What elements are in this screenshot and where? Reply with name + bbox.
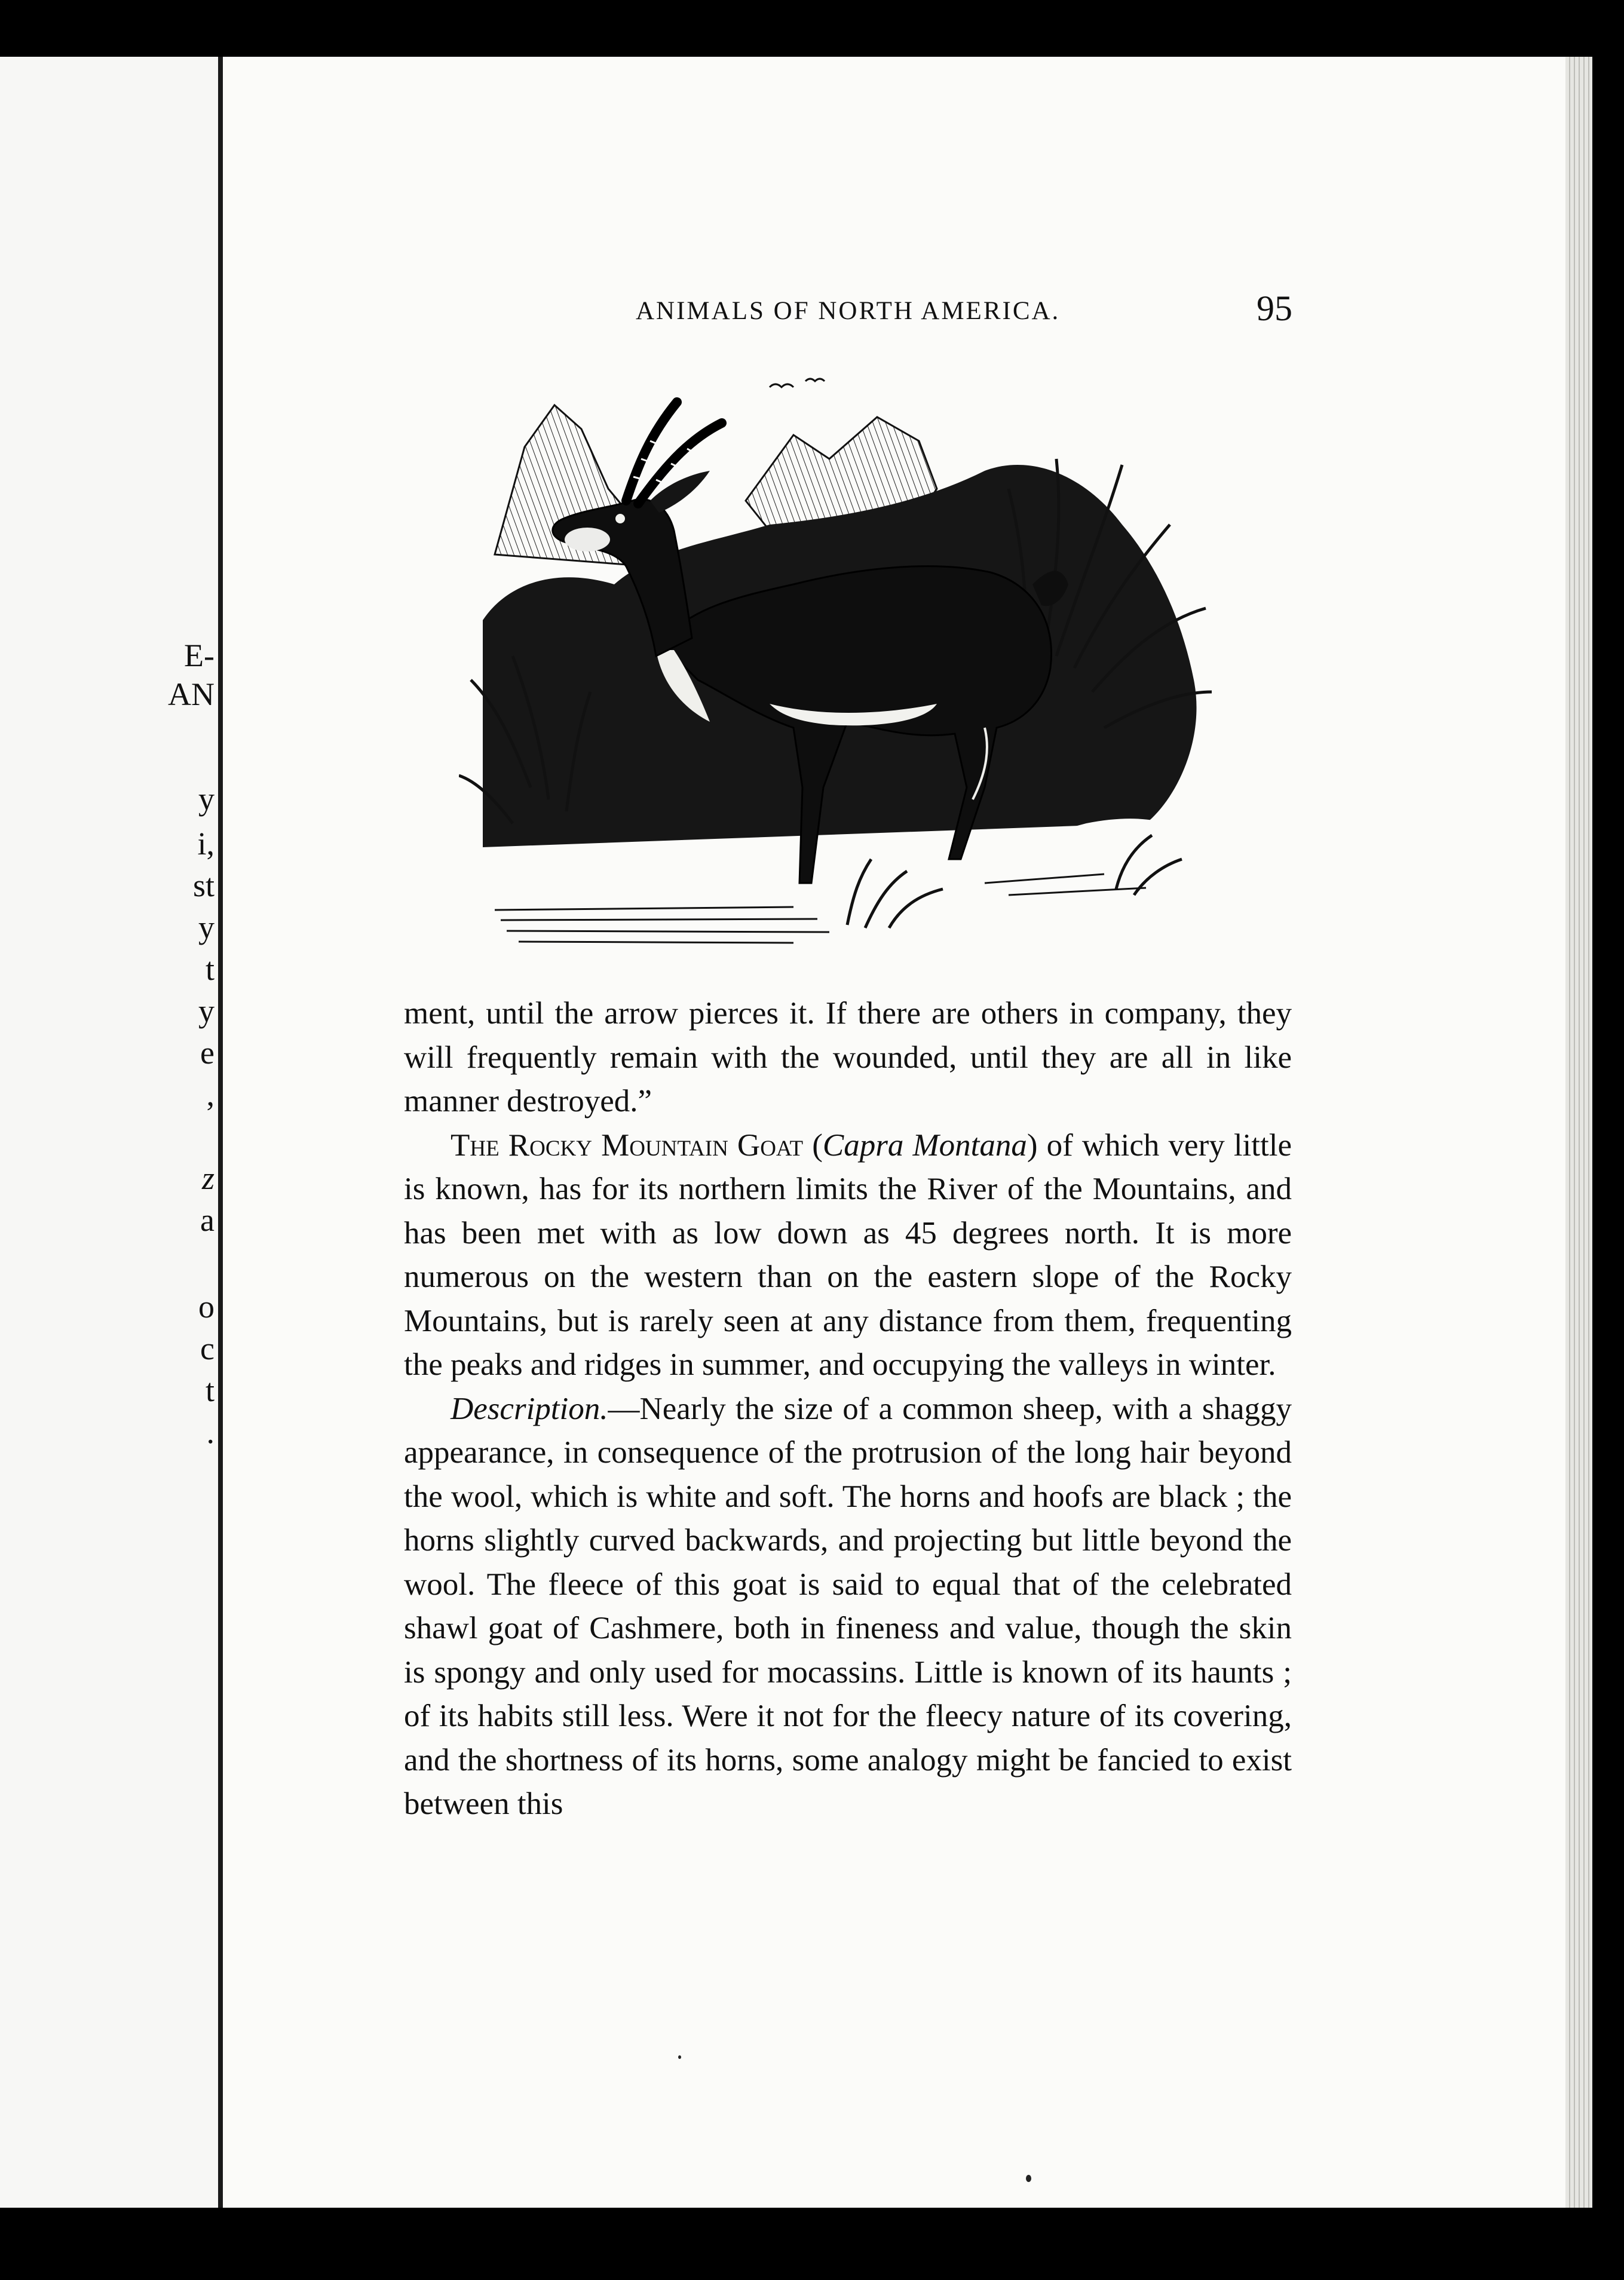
paren-open: ( <box>803 1127 823 1163</box>
body-text <box>404 992 1292 1827</box>
left-fragment: y <box>198 909 215 945</box>
left-fragment: y <box>198 781 215 817</box>
species-heading: The Rocky Mountain Goat <box>451 1127 804 1163</box>
paren-close: ) <box>1027 1127 1038 1163</box>
left-fragment: AN <box>168 676 215 712</box>
page-stack-edge <box>1565 57 1592 2208</box>
paragraph-3 <box>404 1387 1292 1827</box>
latin-name: Capra Montana <box>822 1127 1027 1163</box>
running-head-title: ANIMALS OF NORTH AMERICA. <box>636 297 1061 325</box>
ink-speck <box>678 2055 681 2059</box>
left-fragment: E- <box>184 638 215 673</box>
paragraph-2 <box>404 1124 1292 1387</box>
paragraph-1: ment, until the arrow pierces it. If there are others in company, they will frequently remain with the wounded, until they are all in like manner destroyed.” <box>404 996 1292 1118</box>
left-fragment: t <box>205 951 215 987</box>
left-fragment: z <box>201 1160 215 1196</box>
paragraph-3-text: —Nearly the size of a common sheep, with a shaggy appearance, in consequence of the protrusion of the long hair beyond the wool, which is white and soft. The horns and hoofs are black ; the horns slightly curved backwards, and projecting but little beyond the wool. The fleece of this goat is said to equal that of the celebrated shawl goat of Cashmere, both in fineness and value, though the skin is spongy and only used for mocassins. Little is known of its haunts ; of its habits still less. Were it not for the fleecy nature of its covering, and the shortness of its horns, some analogy might be fancied to exist between this <box>404 1391 1292 1821</box>
paragraph-2-text: of which very little is known, has for its northern limits the River of the Mountains, and has been met with as low down as 45 degrees north. It is more numerous on the western than on the eastern slope of the Rocky Mountains, but is rarely seen at any distance from them, frequenting the peaks and ridges in summer, and occupying the valleys in winter. <box>404 1127 1292 1382</box>
left-fragment: y <box>198 993 215 1029</box>
left-fragment: e <box>200 1035 215 1071</box>
page-number: 95 <box>1257 289 1292 328</box>
left-fragment: c <box>200 1331 215 1366</box>
left-fragment: o <box>198 1289 215 1325</box>
description-label: Description. <box>451 1391 608 1426</box>
left-fragment: st <box>192 868 215 903</box>
left-fragment: i, <box>197 826 215 862</box>
previous-page-edge <box>0 57 223 2208</box>
left-fragment: a <box>200 1202 215 1238</box>
ink-speck <box>1026 2175 1031 2182</box>
left-fragment: . <box>206 1414 215 1450</box>
gazelle-woodcut-illustration <box>459 369 1230 973</box>
left-fragment: t <box>205 1372 215 1408</box>
left-fragment: , <box>206 1077 215 1113</box>
